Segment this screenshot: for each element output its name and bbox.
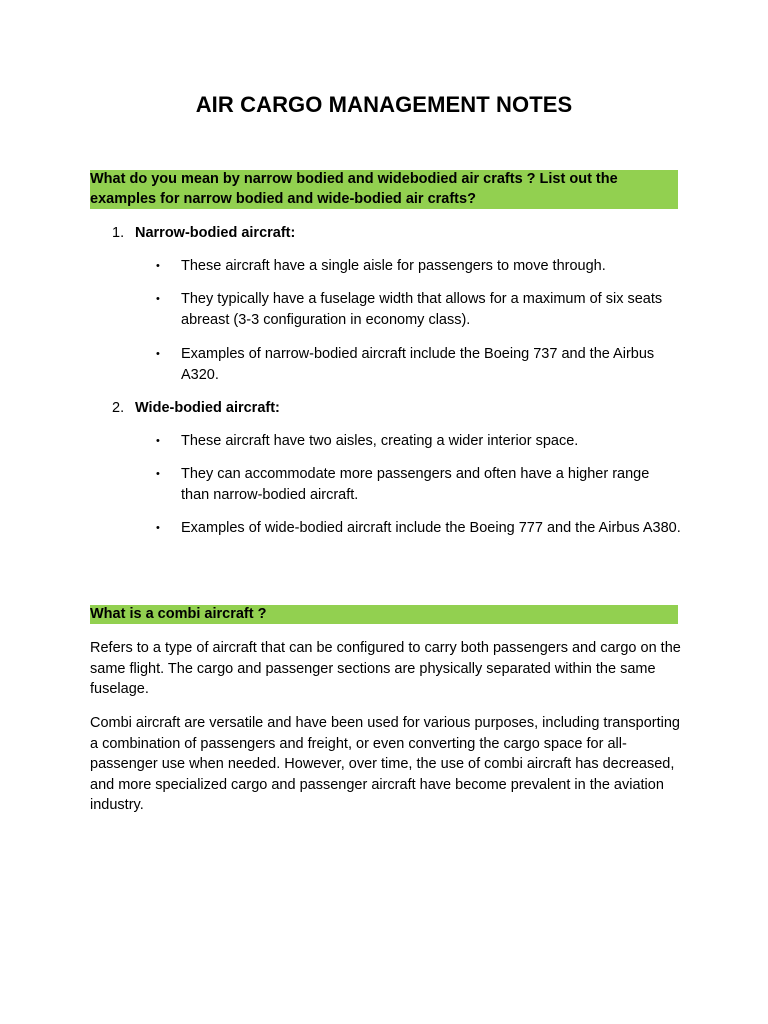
bullet-item: [156, 431, 681, 452]
bullet-text: These aircraft have a single aisle for passengers to move through.: [181, 258, 606, 274]
item-number: 1.: [112, 225, 125, 241]
bullet-item: [156, 289, 681, 330]
bullet-icon: •: [156, 522, 160, 534]
bullet-item: [156, 256, 681, 277]
question-2-heading: What is a combi aircraft ?: [90, 605, 678, 624]
bullet-icon: •: [156, 260, 160, 272]
bullet-item: [156, 464, 681, 505]
paragraph: Combi aircraft are versatile and have been used for various purposes, including transporting a combination of passengers and freight, or even converting the cargo space for all-passenger use when needed. However, over time, the use of combi aircraft has decreased, and more specialized cargo and passenger aircraft have become prevalent in the aviation industry.: [90, 715, 680, 813]
bullet-icon: •: [156, 468, 160, 480]
bullet-text: They can accommodate more passengers and often have a higher range than narrow-bodied aircraft.: [181, 466, 650, 503]
paragraph: Refers to a type of aircraft that can be configured to carry both passengers and cargo on the same flight. The cargo and passenger sections are physically separated within the same fuselage.: [90, 640, 681, 697]
item-label: Narrow-bodied aircraft:: [135, 225, 296, 241]
item-label: Wide-bodied aircraft:: [135, 400, 280, 416]
bullet-text: Examples of narrow-bodied aircraft include the Boeing 737 and the Airbus A320.: [181, 346, 655, 383]
bullet-icon: •: [156, 293, 160, 305]
numbered-item-narrow-bodied: [112, 223, 295, 243]
bullet-text: These aircraft have two aisles, creating a wider interior space.: [181, 433, 579, 449]
bullet-text: Examples of wide-bodied aircraft include the Boeing 777 and the Airbus A380.: [181, 520, 681, 536]
question-1-heading: What do you mean by narrow bodied and widebodied air crafts ? List out the examples for narrow bodied and wide-bodied air crafts?: [90, 170, 678, 209]
bullet-item: [156, 344, 681, 385]
document-title: AIR CARGO MANAGEMENT NOTES: [195, 92, 573, 117]
bullet-text: They typically have a fuselage width that allows for a maximum of six seats abreast (3-3 configuration in economy class).: [181, 291, 663, 328]
bullet-icon: •: [156, 435, 160, 447]
numbered-item-wide-bodied: [112, 398, 280, 418]
bullet-icon: •: [156, 348, 160, 360]
item-number: 2.: [112, 400, 125, 416]
bullet-item: [156, 518, 681, 539]
